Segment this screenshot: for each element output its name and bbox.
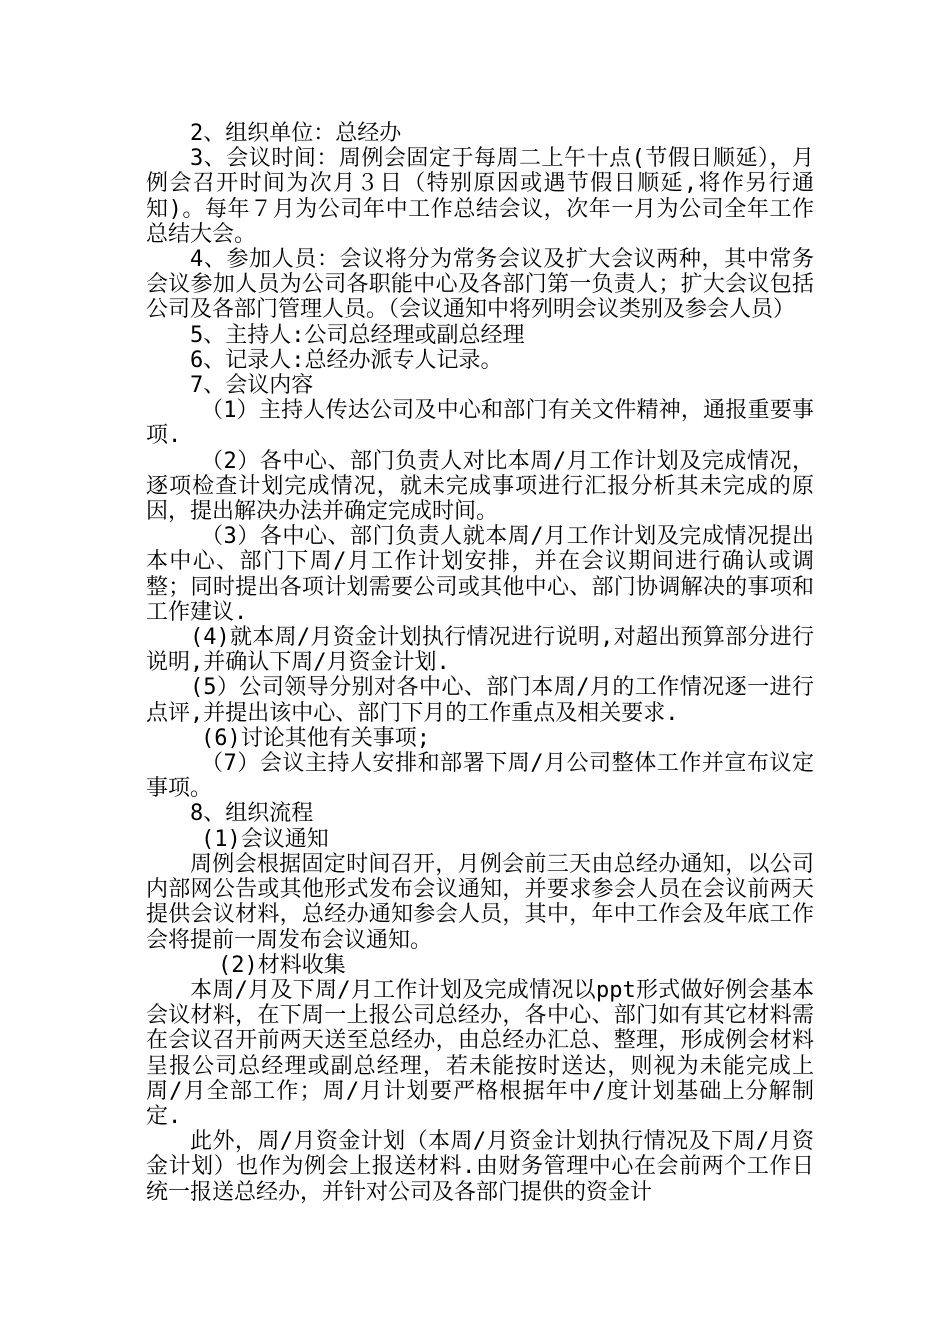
paragraph-material-collection: 本周/月及下周/月工作计划及完成情况以ppt形式做好例会基本会议材料，在下周一上报公司总经办，各中心、部门如有其它材料需在会议召开前两天送至总经办，由总经办汇总、整理，形成例会材料呈报公司总经理或副总经理，若未能按时送达，则视为未能完成上周/月全部工作；周/月计划要严格根据年中/度计划基础上分解制定. (146, 977, 814, 1129)
paragraph-content-heading: 7、会议内容 (190, 373, 314, 399)
paragraph-participants: 4、参加人员：会议将分为常务会议及扩大会议两种，其中常务会议参加人员为公司各职能中心及各部门第一负责人；扩大会议包括公司及各部门管理人员。（会议通知中将列明会议类别及参会人员） (146, 247, 814, 323)
paragraph-content-item-4: (4)就本周/月资金计划执行情况进行说明,对超出预算部分进行说明,并确认下周/月资金计划. (146, 625, 814, 676)
paragraph-organizer: 2、组织单位：总经办 (190, 121, 402, 146)
paragraph-content-item-1: （1）主持人传达公司及中心和部门有关文件精神，通报重要事项. (146, 398, 814, 449)
paragraph-content-item-3: （3）各中心、部门负责人就本周/月工作计划及完成情况提出本中心、部门下周/月工作计划安排，并在会议期间进行确认或调整；同时提出各项计划需要公司或其他中心、部门协调解决的事项和工作建议. (146, 524, 814, 625)
paragraph-process-notice: 周例会根据固定时间召开，月例会前三天由总经办通知，以公司内部网公告或其他形式发布会议通知，并要求参会人员在会议前两天提供会议材料，总经办通知参会人员，其中，年中工作会及年底工作会将提前一周发布会议通知。 (146, 851, 814, 953)
paragraph-process-notice-heading: (1)会议通知 (201, 826, 329, 852)
paragraph-recorder: 6、记录人:总经办派专人记录。 (190, 347, 503, 373)
paragraph-process-heading: 8、组织流程 (190, 801, 314, 827)
paragraph-material-heading: (2)材料收集 (218, 952, 346, 978)
paragraph-host: 5、主持人:公司总经理或副总经理 (190, 322, 525, 348)
paragraph-content-item-5: (5）公司领导分别对各中心、部门本周/月的工作情况逐一进行点评,并提出该中心、部门下月的工作重点及相关要求. (146, 675, 814, 726)
paragraph-funding-plan: 此外，周/月资金计划（本周/月资金计划执行情况及下周/月资金计划）也作为例会上报送材料.由财务管理中心在会前两个工作日统一报送总经办，并针对公司及各部门提供的资金计 (146, 1129, 814, 1205)
document-body (146, 121, 814, 1205)
paragraph-content-item-6: (6)讨论其他有关事项; (201, 725, 430, 751)
paragraph-content-item-7: （7）会议主持人安排和部署下周/月公司整体工作并宣布议定事项。 (146, 751, 814, 802)
paragraph-content-item-2: （2）各中心、部门负责人对比本周/月工作计划及完成情况，逐项检查计划完成情况，就未完成事项进行汇报分析其未完成的原因，提出解决办法并确定完成时间。 (146, 448, 814, 525)
paragraph-meeting-time: 3、会议时间：周例会固定于每周二上午十点(节假日顺延），月例会召开时间为次月３日（特别原因或遇节假日顺延,将作另行通知)。每年７月为公司年中工作总结会议，次年一月为公司全年工作总结大会。 (146, 146, 814, 247)
